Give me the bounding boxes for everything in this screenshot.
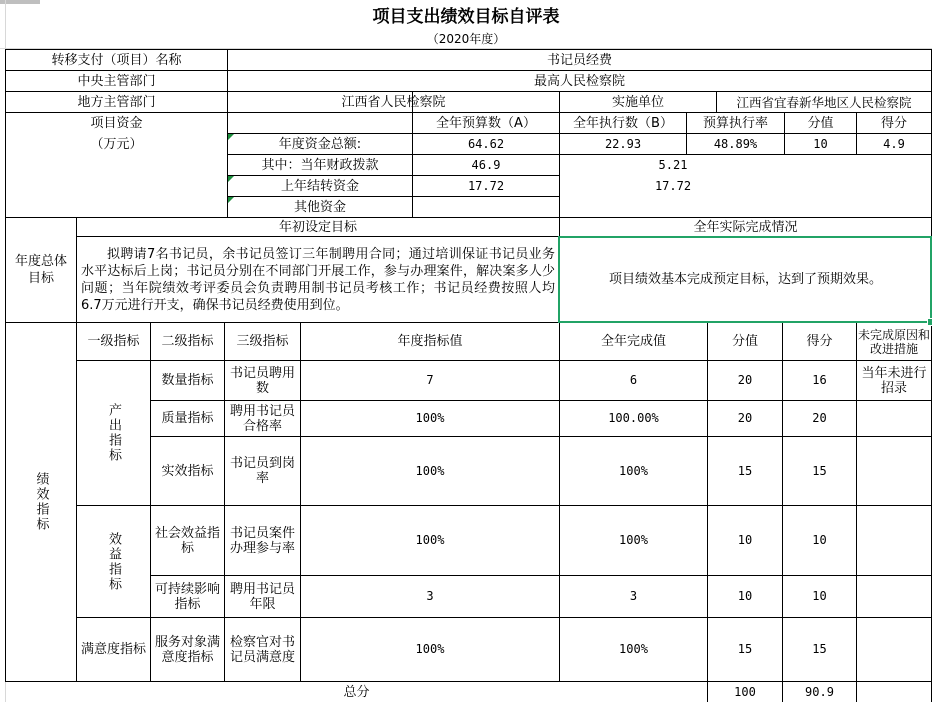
- central-dept-label: 中央主管部门: [77, 73, 156, 89]
- total-rate-value: 48.89%: [713, 136, 758, 151]
- table-row-l2: 可持续影响指标: [154, 581, 220, 612]
- table-row-l2: 实效指标: [161, 463, 214, 479]
- table-row-actual: 3: [629, 589, 638, 603]
- level1-header: 一级指标: [87, 334, 140, 349]
- table-row-actual: 100.00%: [608, 411, 659, 425]
- total-score-value: 90.9: [805, 684, 834, 699]
- actual-value-header: 全年完成值: [600, 334, 666, 349]
- table-row-target: 100%: [415, 411, 445, 425]
- table-row-reason: [857, 401, 931, 436]
- score-col-header: 得分: [806, 334, 833, 349]
- impl-unit-value: 江西省宜春新华地区人民检察院: [736, 94, 912, 110]
- central-dept-value: 最高人民检察院: [533, 73, 625, 89]
- fiscal-budget-value: 46.9: [471, 157, 501, 172]
- table-row-l3: 聘用书记员合格率: [229, 403, 295, 434]
- transfer-name-label: 转移支付（项目）名称: [51, 52, 182, 68]
- table-row-score: 16: [812, 373, 827, 387]
- full-score-col-header: 分值: [731, 334, 758, 349]
- exec-header: 全年执行数（B）: [573, 115, 673, 131]
- level2-header: 二级指标: [161, 334, 214, 349]
- carry-exec-value: 17.72: [654, 178, 692, 193]
- funds-unit: （万元）: [90, 136, 143, 152]
- output-indicators-label: 产出指标: [106, 403, 121, 463]
- table-row-l2: 社会效益指标: [154, 525, 220, 556]
- table-row-score: 15: [812, 463, 827, 478]
- cell-note-mark: [228, 197, 234, 203]
- initial-goal-text: 拟聘请7名书记员，余书记员签订三年制聘用合同；通过培训保证书记员业务水平达标后上岗；书记员分别在不同部门开展工作，参与办理案件，解决案多人少问题；当年院绩效考评委员会负责聘用制书记员考核工作；书记员经费按照人均6.7万元进行开支，确保书记员经费使用到位。: [81, 246, 555, 313]
- performance-indicators-label: 绩效指标: [33, 472, 49, 532]
- carry-budget-value: 17.72: [467, 178, 505, 193]
- table-row-target: 100%: [415, 642, 445, 656]
- year-label: （2020年度）: [426, 32, 506, 46]
- table-row-full: 20: [737, 411, 753, 425]
- table-row-reason: [857, 618, 931, 681]
- transfer-name-value: 书记员经费: [546, 52, 612, 68]
- benefit-indicators-label: 效益指标: [106, 531, 121, 592]
- table-row-l3: 书记员到岗率: [229, 456, 295, 486]
- total-score-label: 总分: [343, 684, 370, 700]
- annual-goal-label: 年度总体目标: [14, 254, 67, 286]
- table-row-target: 3: [426, 589, 434, 603]
- table-row-full: 15: [737, 642, 753, 656]
- fiscal-funds-label: 其中：当年财政拨款: [261, 157, 379, 173]
- level3-header: 三级指标: [236, 334, 289, 349]
- table-row-score: 10: [812, 589, 827, 603]
- cell-selection-box: [558, 236, 932, 323]
- table-row-full: 15: [737, 463, 753, 478]
- table-row-target: 100%: [415, 463, 445, 478]
- score-header: 得分: [880, 115, 907, 131]
- table-row-target: 7: [426, 373, 434, 387]
- page-title: 项目支出绩效目标自评表: [372, 6, 560, 27]
- table-row-score: 20: [812, 411, 827, 425]
- table-row-actual: 100%: [619, 642, 648, 656]
- table-row-reason: [857, 576, 931, 617]
- table-row-l3: 书记员案件办理参与率: [229, 525, 295, 556]
- table-row-l3: 书记员聘用数: [229, 365, 295, 396]
- table-row-reason: [857, 506, 931, 575]
- funds-label: 项目资金: [90, 115, 143, 131]
- table-row-l2: 数量指标: [161, 373, 214, 388]
- other-funds-label: 其他资金: [293, 199, 346, 215]
- table-row-score: 10: [812, 533, 827, 547]
- table-row-l3: 检察官对书记员满意度: [229, 634, 295, 665]
- impl-unit-label: 实施单位: [611, 94, 664, 110]
- total-score: 4.9: [883, 136, 905, 151]
- total-funds-label: 年度资金总额:: [278, 136, 362, 152]
- table-row-actual: 6: [629, 373, 638, 387]
- table-row-reason: [857, 437, 931, 505]
- table-row-actual: 100%: [619, 533, 648, 547]
- full-score-header: 分值: [807, 115, 834, 131]
- local-dept-label: 地方主管部门: [77, 94, 156, 110]
- rate-header: 预算执行率: [702, 115, 768, 131]
- total-budget-value: 64.62: [467, 136, 505, 151]
- local-dept-value: 江西省人民检察院: [341, 94, 446, 110]
- table-row-l3: 聘用书记员年限: [229, 581, 295, 612]
- table-row-full: 10: [737, 533, 753, 547]
- table-row-score: 15: [812, 642, 827, 656]
- table-row-l2: 服务对象满意度指标: [154, 634, 220, 665]
- total-exec-value: 22.93: [604, 136, 642, 151]
- cell-note-mark: [228, 134, 234, 140]
- satisfaction-indicators-label: 满意度指标: [81, 642, 147, 657]
- budget-header: 全年预算数（A）: [436, 115, 536, 131]
- initial-goal-header: 年初设定目标: [278, 219, 357, 235]
- fiscal-exec-value: 5.21: [658, 157, 688, 172]
- table-row-target: 100%: [415, 533, 445, 547]
- total-full-value: 100: [734, 684, 756, 699]
- table-row-full: 10: [737, 589, 753, 603]
- carry-funds-label: 上年结转资金: [280, 178, 359, 194]
- reason-col-header: 未完成原因和改进措施: [857, 327, 930, 356]
- total-full-score: 10: [813, 136, 828, 151]
- table-row-l2: 质量指标: [161, 411, 214, 426]
- target-value-header: 年度指标值: [397, 334, 463, 349]
- actual-completion-header: 全年实际完成情况: [693, 219, 798, 235]
- cell-note-mark: [228, 176, 234, 182]
- table-row-full: 20: [737, 373, 753, 387]
- table-row-actual: 100%: [619, 463, 648, 478]
- table-row-reason: 当年未进行招录: [861, 365, 927, 396]
- actual-completion-text[interactable]: 项目绩效基本完成预定目标，达到了预期效果。: [608, 272, 882, 287]
